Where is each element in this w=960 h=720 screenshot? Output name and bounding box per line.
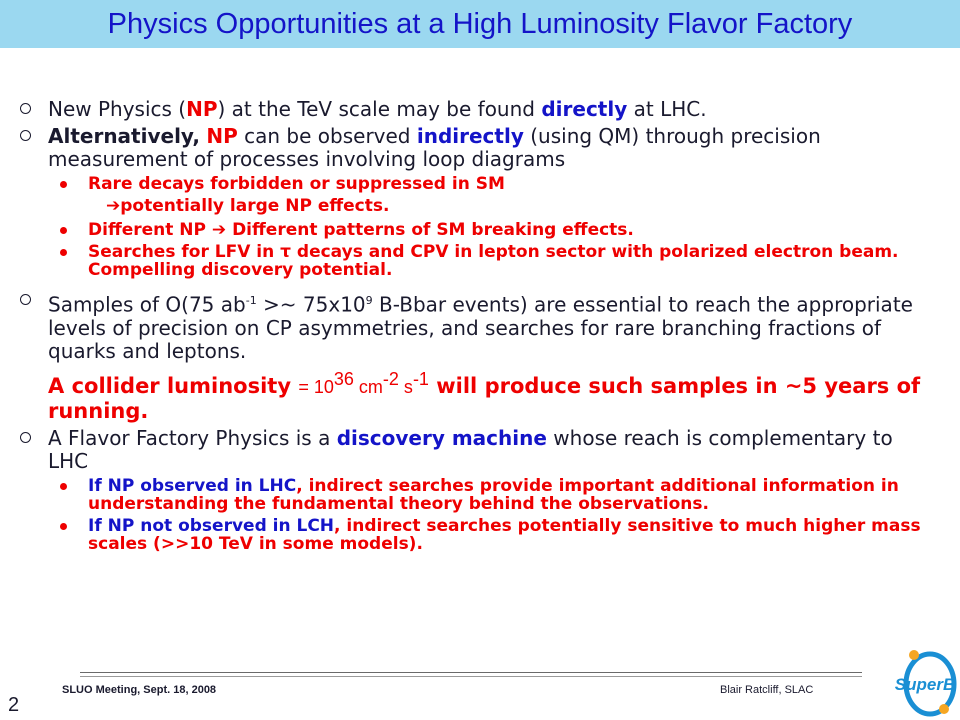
footer-divider (80, 676, 862, 677)
red-dot-bullet-icon (60, 523, 67, 530)
sub-bullet-np-not-observed: If NP not observed in LCH, indirect searches potentially sensitive to much higher mass scales (>>10 TeV in some models). (18, 517, 938, 553)
footer-author: Blair Ratcliff, SLAC (720, 684, 814, 696)
logo-text: SuperB (894, 675, 956, 694)
sub-bullet-rare-decays: Rare decays forbidden or suppressed in SM (18, 175, 938, 193)
right-arrow-icon: ➔ (106, 196, 121, 216)
footer-divider (80, 672, 862, 673)
right-arrow-icon: ➔ (211, 220, 227, 240)
sub-bullet-lfv-searches: Searches for LFV in τ decays and CPV in lepton sector with polarized electron beam. Compelling discovery potential. (18, 243, 938, 279)
bullet-new-physics: New Physics (NP) at the TeV scale may be found directly at LHC. (18, 98, 938, 121)
hollow-bullet-icon (20, 130, 31, 141)
bullet-discovery-machine: A Flavor Factory Physics is a discovery machine whose reach is complementary to LHC (18, 427, 938, 473)
sub-bullet-np-observed: If NP observed in LHC, indirect searches provide important additional information in understanding the fundamental theory behind the observations. (18, 477, 938, 513)
page-number: 2 (8, 694, 20, 716)
footer-meeting: SLUO Meeting, Sept. 18, 2008 (62, 684, 217, 696)
bullet-alternatively: Alternatively, NP can be observed indirectly (using QM) through precision measurement of processes involving loop diagrams (18, 125, 938, 171)
slide-title: Physics Opportunities at a High Luminosity Flavor Factory (107, 8, 853, 40)
bullet-samples: Samples of O(75 $ab^{-1}$ >~ $75x10^9$ B-Bbar events) are essential to reach the appropriate levels of precision on CP asymmetries, and searches for rare branching fractions of quarks and leptons. (18, 289, 938, 363)
tau-symbol: τ (280, 242, 291, 262)
hollow-bullet-icon (20, 294, 31, 305)
slide-content (18, 98, 938, 557)
sub-bullet-different-np: Different NP ➔ Different patterns of SM breaking effects. (18, 221, 938, 239)
red-dot-bullet-icon (60, 227, 67, 234)
luminosity-statement: A collider luminosity = $10^{36}$ $cm^{-2}$ $s^{-1}$ will produce such samples in ~5 years of running. (48, 368, 921, 423)
hollow-bullet-icon (20, 432, 31, 443)
red-dot-bullet-icon (60, 181, 67, 188)
red-dot-bullet-icon (60, 483, 67, 490)
superb-logo (892, 632, 958, 718)
red-dot-bullet-icon (60, 249, 67, 256)
sub-bullet-rare-decays-consequence: ➔potentially large NP effects. (106, 196, 390, 216)
hollow-bullet-icon (20, 103, 31, 114)
